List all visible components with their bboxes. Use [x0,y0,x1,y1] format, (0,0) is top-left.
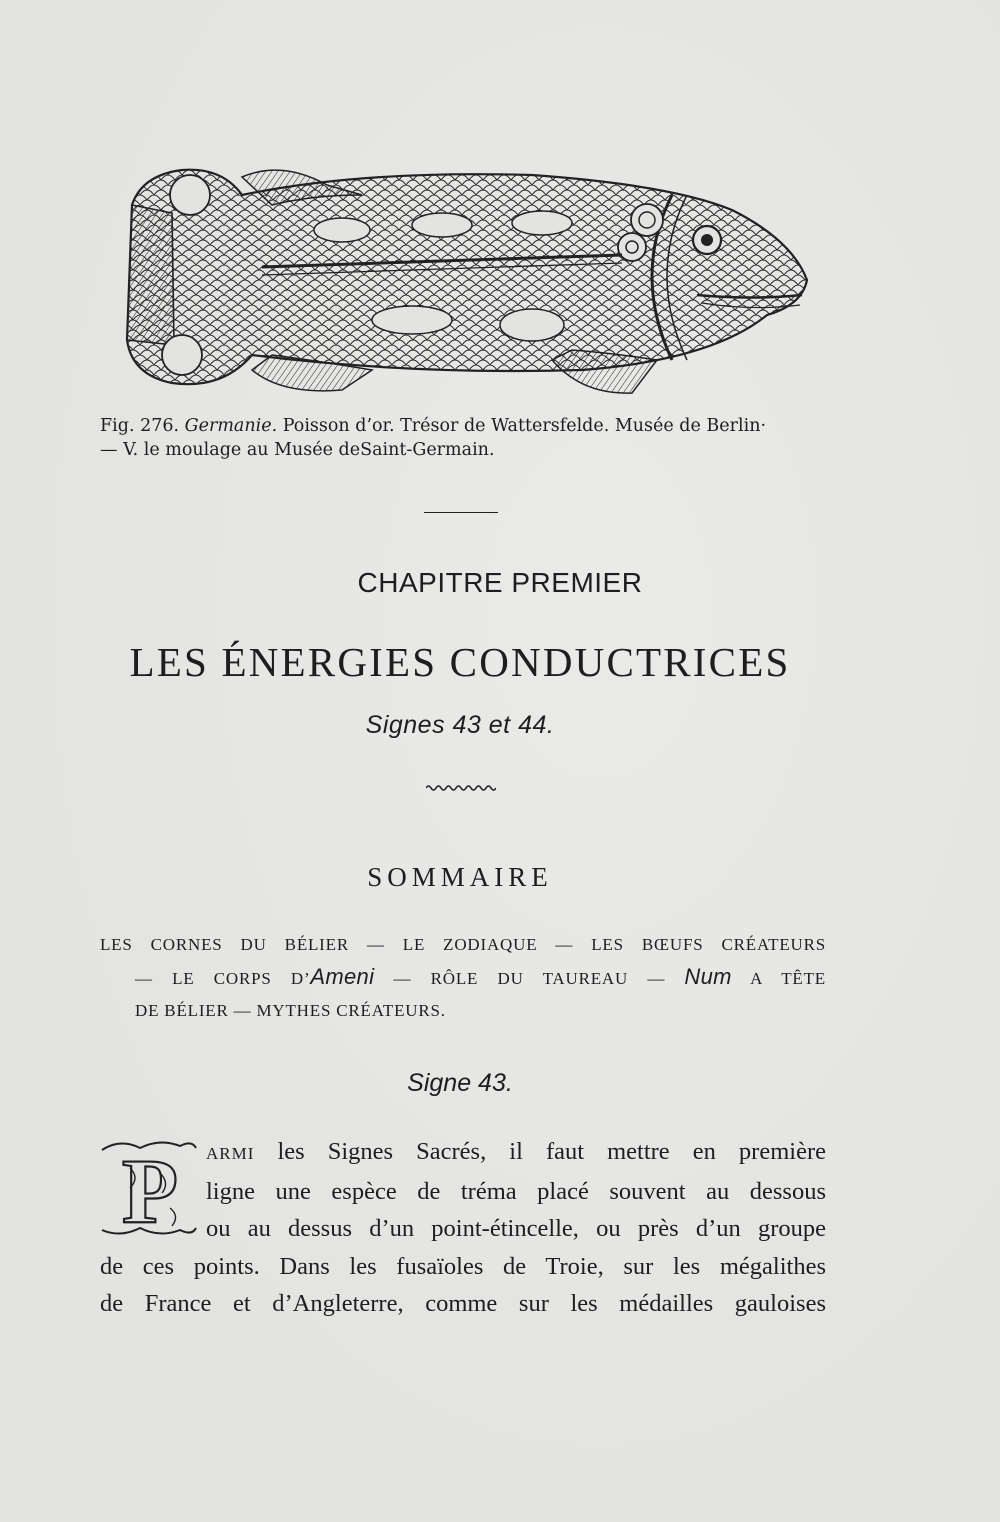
sommaire-num: Num [684,964,732,989]
body-paragraph [100,1133,826,1323]
sommaire-ameni: Ameni [310,964,375,989]
figure-caption-text: Poisson d’or. Trésor de Wattersfelde. Musée de Berlin· [277,416,767,436]
body-line: de France et d’Angleterre, comme sur les médailles gauloises [100,1290,826,1317]
sommaire-text: — RÔLE DU TAUREAU — [374,969,685,988]
chapter-subtitle: Signes 43 et 44. [365,711,555,739]
figure-caption [100,414,840,462]
sommaire-line [100,961,826,995]
sommaire-text: A TÊTE [731,969,826,988]
figure-caption-text-3: Saint-Germain. [360,440,495,460]
section-heading: Signe 43. [407,1069,513,1097]
body-line: de ces points. Dans les fusaïoles de Troie, sur les mégalithes [100,1252,826,1280]
sommaire-text: — LE CORPS D’ [135,969,311,988]
wavy-ornament-icon [426,782,496,794]
figure-region: Germanie. [184,416,278,436]
sommaire-heading: SOMMAIRE [367,862,553,892]
body-line: ligne une espèce de tréma placé souvent au dessous [206,1177,826,1205]
chapter-label: CHAPITRE PREMIER [357,567,643,598]
sommaire-line: DE BÉLIER — MYTHES CRÉATEURS. [135,1001,446,1020]
body-text: les Signes Sacrés, il faut mettre en première [254,1138,826,1165]
figure-caption-text-2: — V. le moulage au Musée de [100,440,361,460]
separator-rule [424,512,498,513]
figure-number: Fig. 276. [100,416,180,436]
sommaire-list [100,929,826,1027]
body-line [100,1133,826,1173]
gold-fish-engraving-icon [112,155,827,400]
chapter-title: LES ÉNERGIES CONDUCTRICES [129,639,791,685]
dropcap-text: P [121,1140,179,1238]
sommaire-line: LES CORNES DU BÉLIER — LE ZODIAQUE — LES BŒUFS CRÉATEURS [100,935,826,954]
body-line: ou au dessus d’un point-étincelle, ou près d’un groupe [206,1215,826,1242]
body-smallcaps: ARMI [206,1144,255,1163]
